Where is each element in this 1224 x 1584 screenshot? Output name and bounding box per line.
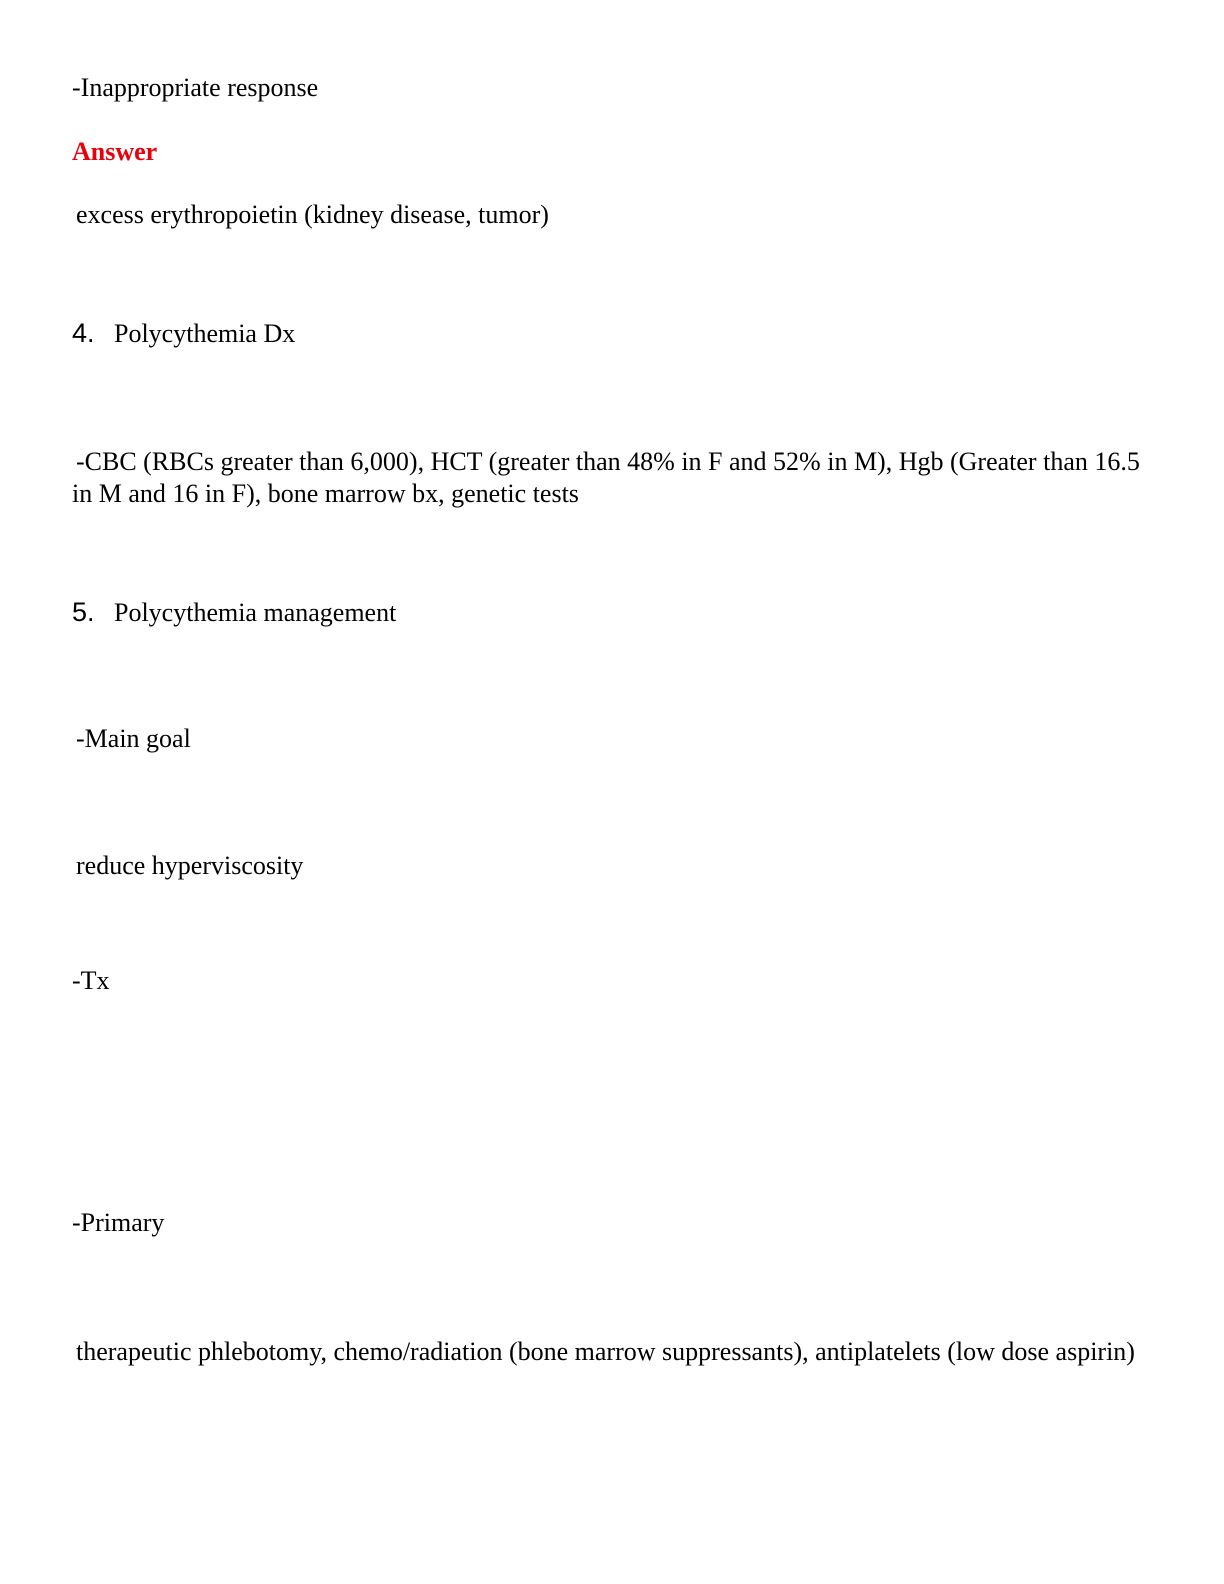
question-title: Polycythemia Dx (114, 319, 296, 348)
question-4-heading (72, 317, 295, 350)
question-number: 4. (72, 318, 95, 348)
primary-label: -Primary (72, 1208, 165, 1237)
main-goal-text: reduce hyperviscosity (76, 851, 304, 880)
primary-text: therapeutic phlebotomy, chemo/radiation (bone marrow suppressants), antiplatelets (low dose aspirin) (76, 1337, 1135, 1366)
answer-text: excess erythropoietin (kidney disease, tumor) (76, 200, 549, 229)
previous-item-text: -Inappropriate response (72, 73, 319, 102)
tx-label: -Tx (72, 966, 110, 995)
question-number: 5. (72, 597, 95, 627)
main-goal-label: -Main goal (76, 724, 191, 753)
question-title: Polycythemia management (114, 598, 397, 627)
question-5-heading (72, 596, 396, 629)
question-4-answer-text: -CBC (RBCs greater than 6,000), HCT (greater than 48% in F and 52% in M), Hgb (Greater than 16.5 in M and 16 in F), bone marrow bx, genetic tests (72, 447, 1140, 508)
answer-label: Answer (72, 137, 158, 166)
